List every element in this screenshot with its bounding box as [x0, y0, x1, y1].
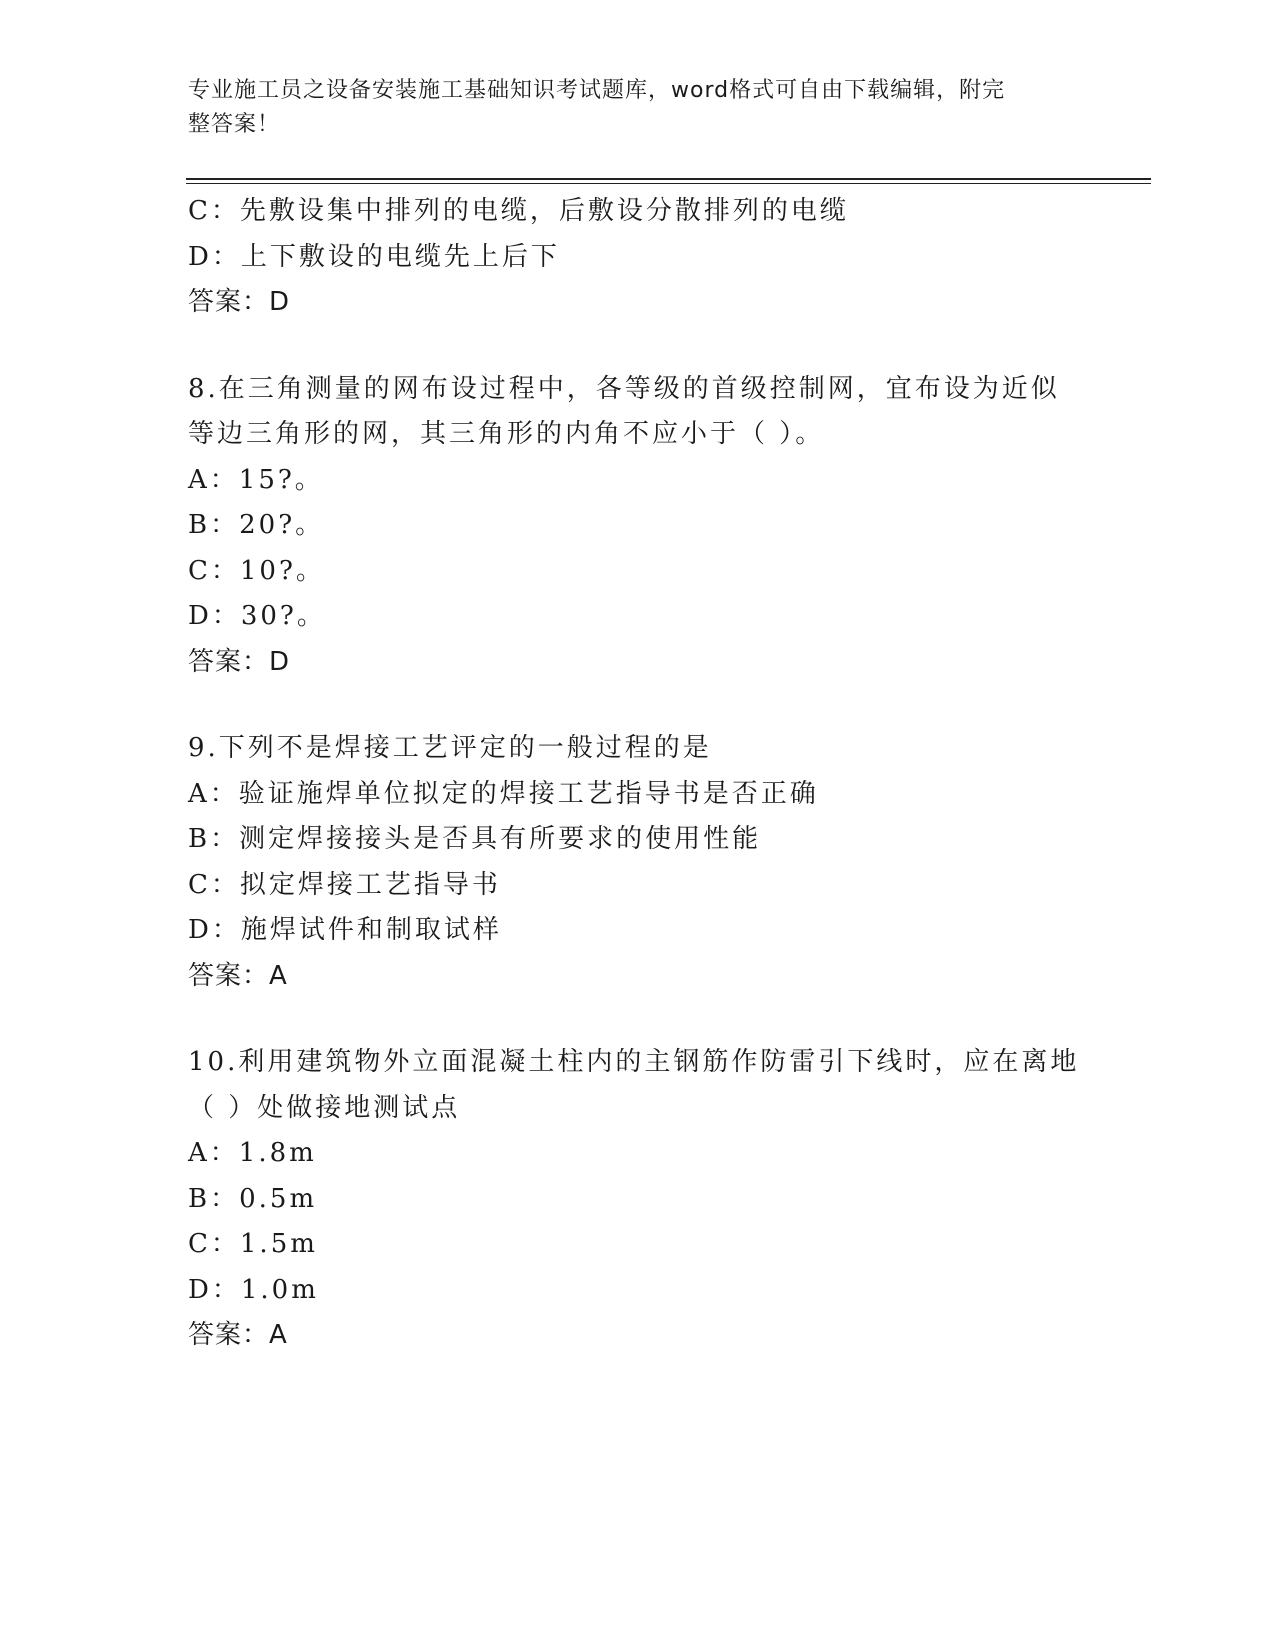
option-b: B：测定焊接接头是否具有所要求的使用性能	[188, 824, 762, 854]
option-c: C：1.5m	[188, 1229, 318, 1259]
question-stem-line-1: 10.利用建筑物外立面混凝土柱内的主钢筋作防雷引下线时，应在离地	[188, 1047, 1080, 1077]
question-gap	[188, 326, 1088, 367]
answer: 答案：A	[188, 1320, 288, 1350]
option-d: D：上下敷设的电缆先上后下	[188, 241, 560, 272]
option-c: C：先敷设集中排列的电缆，后敷设分散排列的电缆	[188, 196, 849, 226]
question-8	[188, 367, 1088, 686]
answer: 答案：A	[188, 960, 288, 991]
question-10	[188, 1040, 1088, 1359]
question-stem-line-1: 8.在三角测量的网布设过程中，各等级的首级控制网，宜布设为近似	[188, 373, 1060, 404]
option-c: C：拟定焊接工艺指导书	[188, 869, 501, 900]
option-b: B：0.5m	[188, 1183, 318, 1214]
question-gap	[188, 685, 1088, 726]
option-d: D：30?。	[188, 601, 326, 631]
question-gap	[188, 999, 1088, 1040]
question-stem-line-1: 9.下列不是焊接工艺评定的一般过程的是	[188, 733, 712, 763]
option-b: B：20?。	[188, 510, 325, 540]
answer: 答案：D	[188, 287, 291, 317]
question-stem-line-2: （ ）处做接地测试点	[188, 1092, 461, 1123]
question-list	[188, 189, 1088, 1359]
answer: 答案：D	[188, 646, 291, 677]
option-a: A：1.8m	[188, 1138, 317, 1168]
option-d: D：1.0m	[188, 1274, 319, 1305]
header-rule-thick	[186, 178, 1151, 180]
question-9	[188, 726, 1088, 999]
header-line-2: 整答案！	[188, 112, 281, 137]
option-a: A：验证施焊单位拟定的焊接工艺指导书是否正确	[188, 778, 819, 809]
option-a: A：15?。	[188, 464, 324, 495]
document-header	[188, 74, 1068, 142]
option-c: C：10?。	[188, 555, 325, 586]
question-7	[188, 189, 1088, 326]
option-d: D：施焊试件和制取试样	[188, 915, 502, 945]
header-line-1: 专业施工员之设备安装施工基础知识考试题库，word格式可自由下载编辑，附完	[188, 78, 1006, 103]
header-rule-thin	[186, 183, 1151, 184]
question-stem-line-2: 等边三角形的网，其三角形的内角不应小于（ ）。	[188, 419, 825, 449]
